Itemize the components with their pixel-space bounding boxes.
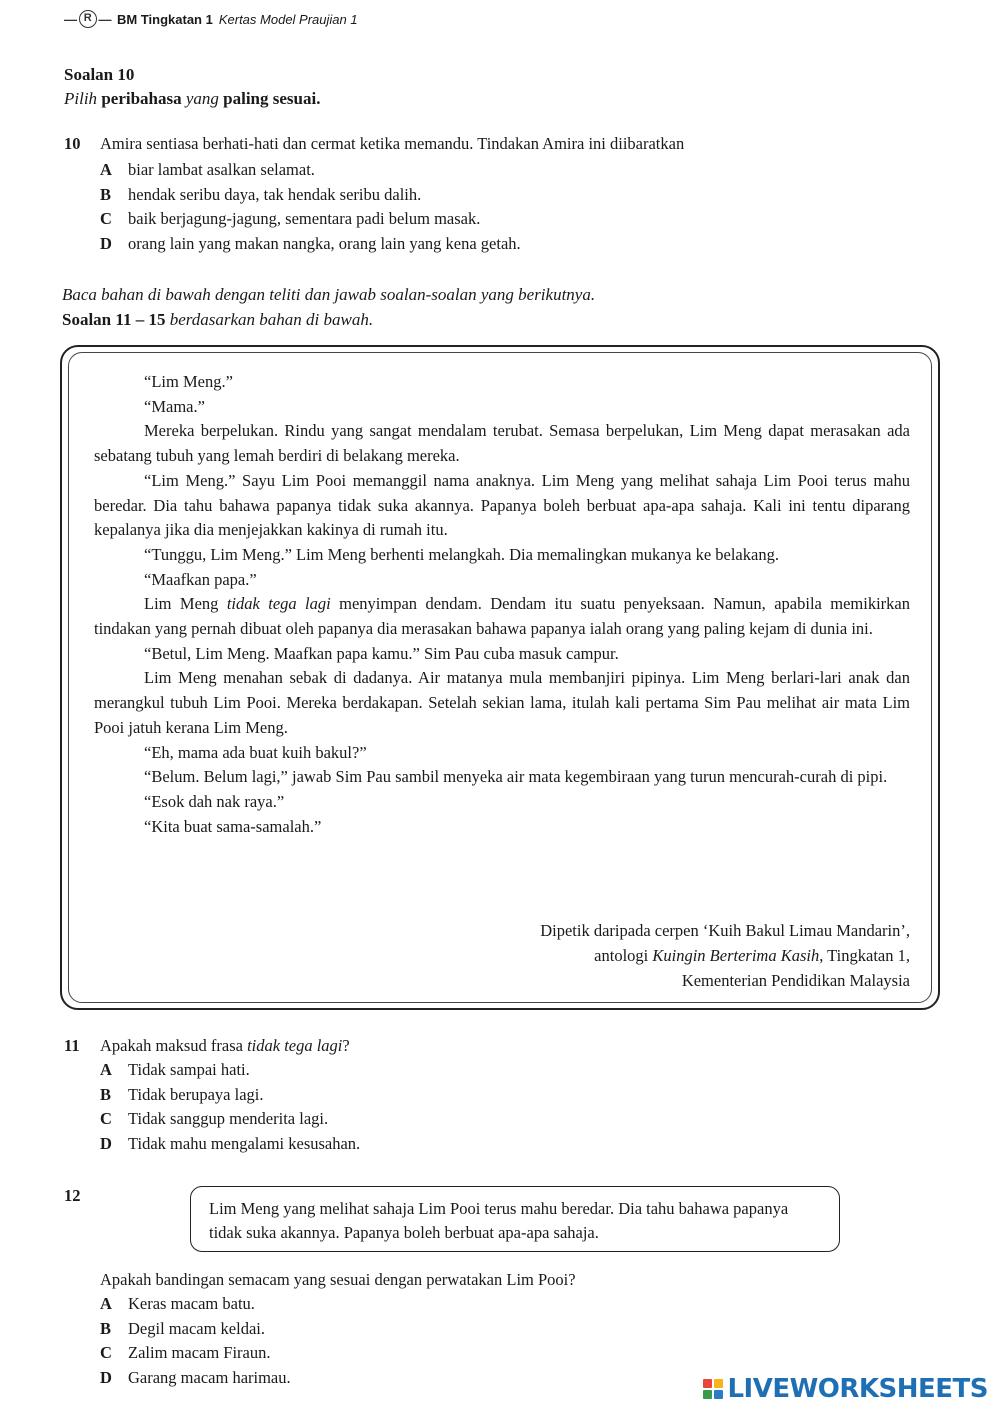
option-11c[interactable]: C Tidak sanggup menderita lagi. <box>100 1109 329 1128</box>
question-12-quote-box: Lim Meng yang melihat sahaja Lim Pooi terus mahu beredar. Dia tahu bahawa papanya tidak suka akannya. Papanya boleh berbuat apa-apa sahaja. <box>190 1186 840 1252</box>
option-12c[interactable]: C Zalim macam Firaun. <box>100 1343 271 1362</box>
option-11b[interactable]: B Tidak berupaya lagi. <box>100 1084 264 1104</box>
subject-label: BM Tingkatan 1 <box>117 11 213 27</box>
section-title: Soalan 10 <box>64 65 135 84</box>
option-12b[interactable]: B Degil macam keldai. <box>100 1318 265 1338</box>
liveworksheets-logo-icon <box>703 1379 723 1399</box>
liveworksheets-watermark[interactable] <box>703 1374 988 1404</box>
passage-paragraph: “Belum. Belum lagi,” jawab Sim Pau sambil menyeka air mata kegembiraan yang turun mencurah-curah di pipi. <box>144 767 888 787</box>
passage-paragraph: “Eh, mama ada buat kuih bakul?” <box>144 742 367 762</box>
passage-text <box>94 370 910 839</box>
question-10-stem: 10 Amira sentiasa berhati-hati dan cermat ketika memandu. Tindakan Amira ini diibaratkan <box>64 134 685 153</box>
logo-square <box>703 1379 712 1388</box>
option-12a[interactable]: A Keras macam batu. <box>100 1294 255 1313</box>
reading-range: Soalan 11 – 15 berdasarkan bahan di bawah. <box>62 310 374 329</box>
publisher-logo: — R — <box>64 11 111 27</box>
passage-paragraph: Mereka berpelukan. Rindu yang sangat mendalam terubat. Semasa berpelukan, Lim Meng dapat merasakan ada sebatang tubuh yang lemah berdiri di belakang mereka. <box>94 421 910 466</box>
passage-paragraph: “Betul, Lim Meng. Maafkan papa kamu.” Sim Pau cuba masuk campur. <box>144 643 619 663</box>
passage-paragraph: Lim Meng tidak tega lagi menyimpan dendam. Dendam itu suatu penyeksaan. Namun, apabila memikirkan tindakan yang pernah dibuat oleh papanya dia merasakan bahawa papanya ialah orang yang paling kejam di dunia ini. <box>94 594 911 639</box>
page-header <box>64 10 358 28</box>
question-11-options <box>100 1058 360 1156</box>
liveworksheets-text: LIVEWORKSHEETS <box>727 1374 988 1404</box>
question-12-number: 12 <box>64 1186 81 1205</box>
option-10c[interactable]: C baik berjagung-jagung, sementara padi belum masak. <box>100 209 481 228</box>
option-11d[interactable]: D Tidak mahu mengalami kesusahan. <box>100 1133 361 1153</box>
reading-instruction: Baca bahan di bawah dengan teliti dan jawab soalan-soalan yang berikutnya. <box>62 285 596 304</box>
logo-square <box>714 1379 723 1388</box>
option-11a[interactable]: A Tidak sampai hati. <box>100 1060 250 1079</box>
option-10b[interactable]: B hendak seribu daya, tak hendak seribu dalih. <box>100 184 422 204</box>
passage-source: Dipetik daripada cerpen ‘Kuih Bakul Limau Mandarin’, antologi Kuingin Berterima Kasih, Tingkatan 1, Kementerian Pendidikan Malaysia <box>540 921 910 990</box>
passage-paragraph: “Esok dah nak raya.” <box>144 791 285 811</box>
question-12-stem: Apakah bandingan semacam yang sesuai dengan perwatakan Lim Pooi? <box>100 1270 576 1289</box>
question-12-options <box>100 1292 291 1390</box>
section-instruction: Pilih peribahasa yang paling sesuai. <box>64 89 321 108</box>
passage-paragraph: “Maafkan papa.” <box>144 569 257 589</box>
passage-paragraph: “Lim Meng.” <box>144 372 233 391</box>
passage-paragraph: “Kita buat sama-samalah.” <box>144 816 322 836</box>
passage-paragraph: “Lim Meng.” Sayu Lim Pooi memanggil nama anaknya. Lim Meng yang melihat sahaja Lim Pooi terus mahu beredar. Dia tahu bahawa papanya tidak suka akannya. Papanya boleh berbuat apa-apa sahaja. Kali ini tentu diparang kepalanya jika dia menjejakkan kakinya di rumah itu. <box>94 470 910 540</box>
passage-paragraph: “Tunggu, Lim Meng.” Lim Meng berhenti melangkah. Dia memalingkan mukanya ke belakang. <box>144 544 779 564</box>
option-12d[interactable]: D Garang macam harimau. <box>100 1367 291 1387</box>
paper-label: Kertas Model Praujian 1 <box>218 11 358 27</box>
question-10-options <box>100 158 521 256</box>
logo-square <box>703 1390 712 1399</box>
option-10d[interactable]: D orang lain yang makan nangka, orang lain yang kena getah. <box>100 233 521 253</box>
option-10a[interactable]: A biar lambat asalkan selamat. <box>100 160 315 179</box>
question-11-stem: 11 Apakah maksud frasa tidak tega lagi? <box>64 1036 350 1055</box>
passage-paragraph: Lim Meng menahan sebak di dadanya. Air matanya mula membanjiri pipinya. Lim Meng berlari-lari anak dan merangkul tubuh Lim Pooi. Mereka berdakapan. Setelah sekian lama, itulah kali pertama Sim Pau melihat air mata Lim Pooi jatuh kerana Lim Meng. <box>94 668 910 737</box>
logo-square <box>714 1390 723 1399</box>
passage-paragraph: “Mama.” <box>144 396 205 416</box>
